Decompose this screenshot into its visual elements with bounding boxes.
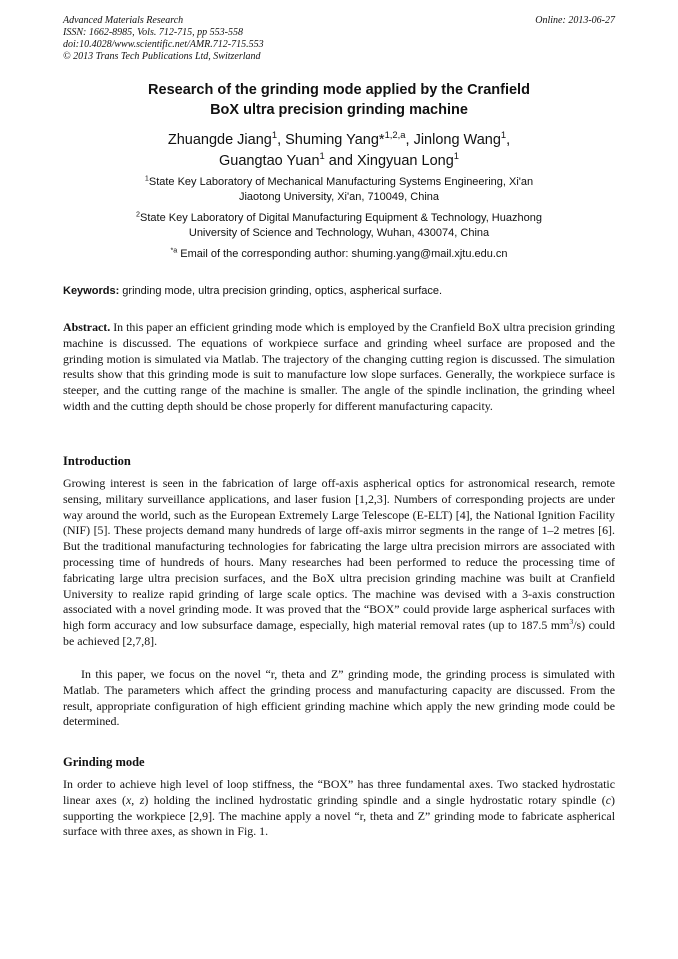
introduction-paragraph-1: Growing interest is seen in the fabrication of large off-axis aspherical optics for astronomical research, remote sensing, military surveillance applications, and laser fusion [1,2,3]. Numbers of corresponding projects are under way around the world, such as the European Extremely Large Telescope (E-ELT) [4], the National Ignition Facility (NIF) [5]. These projects demand many hundreds of large off-axis mirror segments in the range of 1–2 metres [6]. But the traditional manufacturing technologies for fabricating the large ultra precision mirrors are associated with processing time of hundreds of hours. Many researches had been performed to reduce the processing time of fabricating large ultra precision surfaces, and the BoX ultra precision grinding machine was built at Cranfield University to realize rapid grinding of large scale optics. The machine was devised with a 3-axis construction associated with a novel grinding mode. It was proved that the “BOX” could provide large aspherical surfaces with high form accuracy and low subsurface damage, especially, high material removal rates (up to 187.5 $mm^3/s$) could be achieved [2,7,8]. — [63, 476, 615, 648]
affiliation-2 — [90, 211, 588, 241]
axis-c: c — [605, 792, 612, 807]
keywords — [63, 284, 615, 298]
superscript: 3 — [569, 617, 574, 627]
title-line-2: BoX ultra precision grinding machine — [210, 102, 468, 118]
affil-mark: 1 — [144, 174, 149, 183]
author-line-2 — [60, 151, 618, 172]
author-name: Jinlong Wang — [413, 132, 501, 148]
affiliation-1 — [90, 175, 588, 205]
author-affil-mark: 1 — [453, 150, 459, 162]
affil-2-line-2: University of Science and Technology, Wuhan, 430074, China — [188, 227, 490, 239]
author-name: Guangtao Yuan — [219, 153, 320, 169]
affil-2-line-1: State Key Laboratory of Digital Manufacturing Equipment & Technology, Huazhong — [140, 212, 542, 224]
email-text[interactable]: Email of the corresponding author: shuming.yang@mail.xjtu.edu.cn — [177, 248, 508, 260]
author-affil-mark: 1 — [500, 129, 507, 141]
affil-mark: 2 — [136, 210, 141, 219]
author-name: Zhuangde Jiang — [167, 132, 272, 148]
axis-z: z — [139, 792, 145, 807]
keywords-label: Keywords: — [63, 285, 120, 297]
issn-line: ISSN: 1662-8985, Vols. 712-715, pp 553-558 — [63, 27, 243, 38]
author-affil-mark: 1,2,a — [384, 129, 406, 141]
abstract-text: In this paper an efficient grinding mode which is employed by the Cranfield BoX ultra precision grinding machine is discussed. The equations of workpiece surface and grinding wheel surface are proposed and the grinding motion is simulated via Matlab. The trajectory of the changing cutting region is discussed. The simulation results show that this grinding mode is suit to manufacture low slope surfaces. Generally, the workpiece surface is steeper, and the cutting range of the machine is smaller. The angle of the spindle inclination, the grinding wheel width and the cutting depth should be chose properly for different manufacturing capacity. — [63, 320, 615, 413]
author-separator: , — [277, 132, 286, 148]
introduction-paragraph-2: In this paper, we focus on the novel “r, theta and Z” grinding mode, the grinding process is simulated with Matlab. The parameters which affect the grinding process and manufacturing capacity are discussed. From the result, appropriate configuration of high efficient grinding machine which apply the new grinding mode could be determined. — [63, 667, 615, 729]
copyright-line: © 2013 Trans Tech Publications Ltd, Switzerland — [63, 51, 261, 62]
keywords-text: grinding mode, ultra precision grinding, optics, aspherical surface. — [119, 285, 443, 297]
abstract — [63, 320, 615, 415]
grinding-mode-paragraph: In order to achieve high level of loop stiffness, the “BOX” has three fundamental axes. Two stacked hydrostatic linear axes (x, z) holding the inclined hydrostatic grinding spindle and a single hydrostatic rotary spindle (c) supporting the workpiece [2,9]. The machine apply a novel “r, theta and Z” grinding mode to fabricate aspherical surface with three axes, as shown in Fig. 1. — [63, 777, 616, 839]
author-conjunction: and — [324, 153, 358, 169]
paper-title — [60, 80, 618, 120]
doi-line[interactable]: doi:10.4028/www.scientific.net/AMR.712-715.553 — [63, 39, 264, 50]
journal-header — [63, 15, 615, 63]
author-separator: , — [506, 132, 511, 148]
title-line-1: Research of the grinding mode applied by the Cranfield — [148, 82, 530, 98]
author-separator: , — [405, 132, 414, 148]
grinding-mode-heading: Grinding mode — [63, 755, 145, 769]
abstract-label: Abstract. — [63, 320, 111, 334]
affil-1-line-2: Jiaotong University, Xi'an, 710049, China — [238, 191, 439, 203]
author-name: Xingyuan Long — [357, 153, 454, 169]
journal-name: Advanced Materials Research — [63, 15, 184, 26]
author-name: Shuming Yang* — [285, 132, 385, 148]
corresponding-email — [90, 247, 588, 262]
author-affil-mark: 1 — [319, 150, 325, 162]
affil-1-line-1: State Key Laboratory of Mechanical Manufacturing Systems Engineering, Xi'an — [148, 176, 534, 188]
author-line-1 — [60, 130, 618, 151]
online-date: Online: 2013-06-27 — [535, 15, 615, 26]
email-mark: *a — [170, 246, 178, 255]
introduction-heading: Introduction — [63, 454, 131, 468]
author-affil-mark: 1 — [271, 129, 278, 141]
axis-x: x — [126, 792, 132, 807]
author-list — [60, 130, 618, 172]
